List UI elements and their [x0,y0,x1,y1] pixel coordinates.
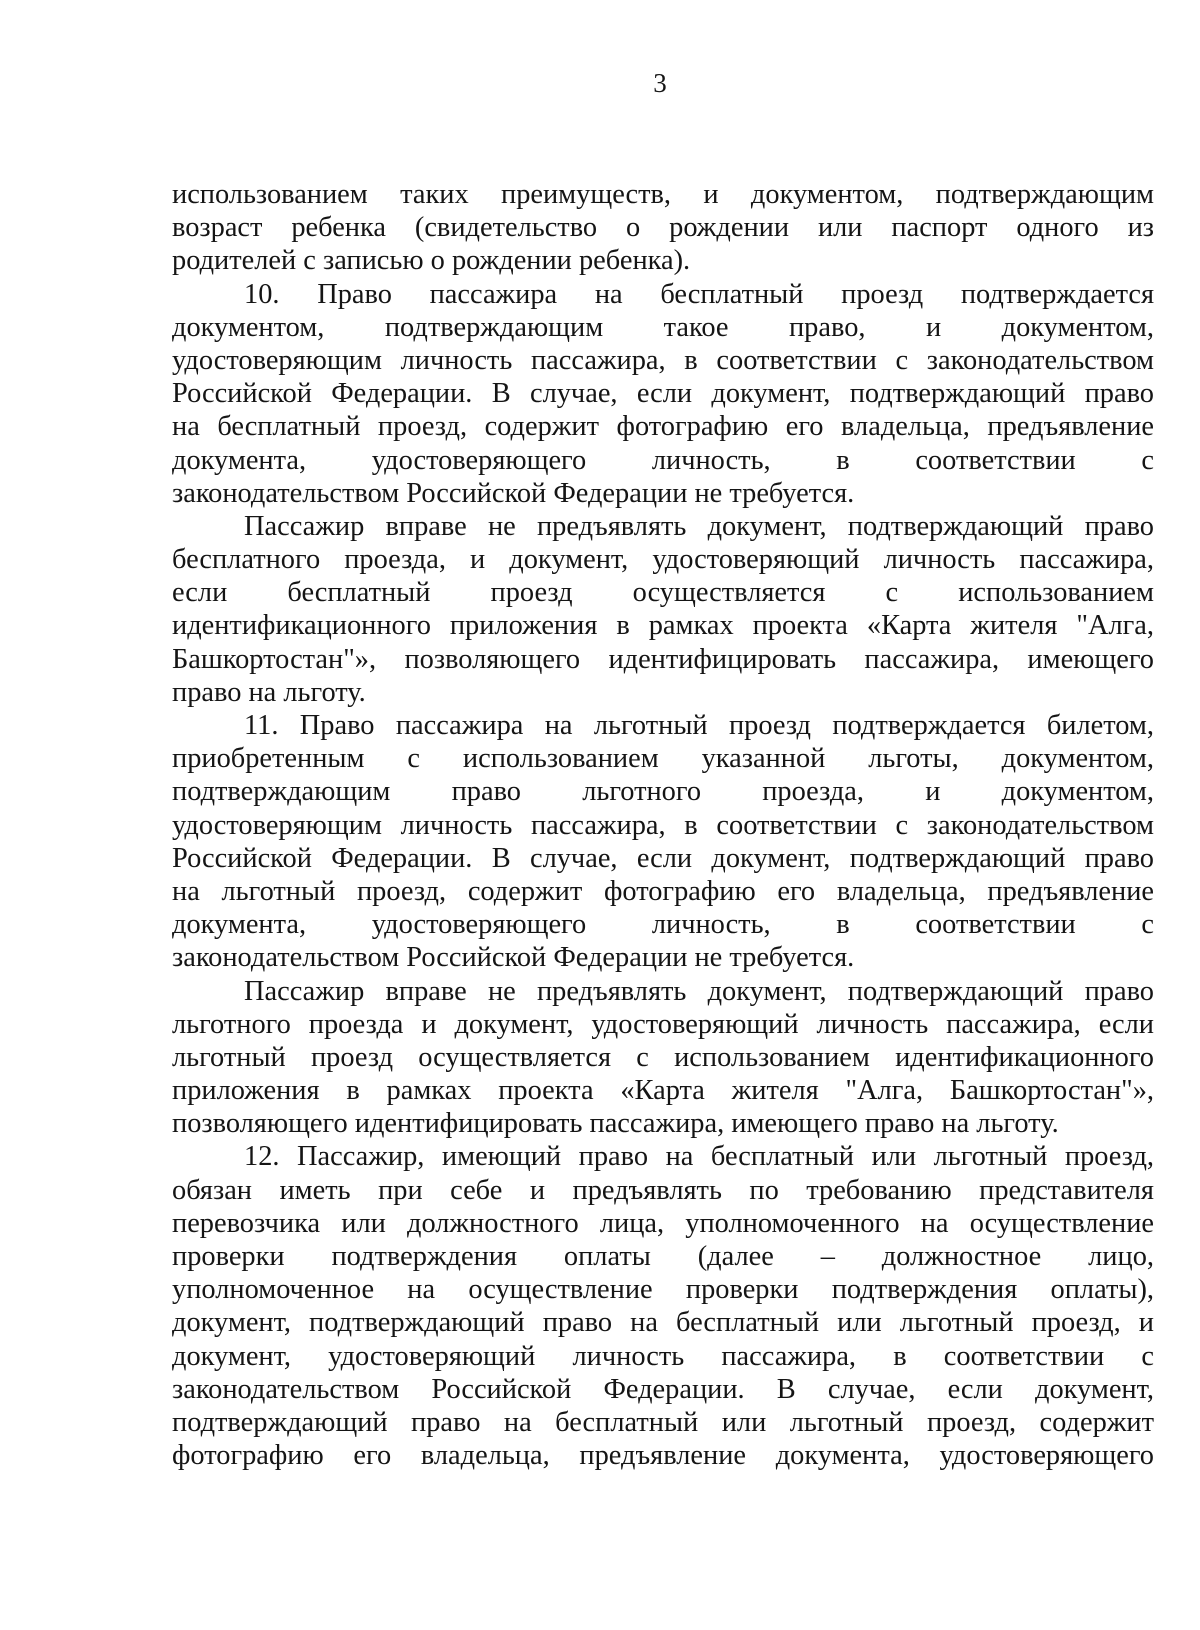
text-line: использованием таких преимуществ, и документом, подтверждающим [172,179,1154,210]
text-line: законодательством Российской Федерации не требуется. [172,942,855,974]
text-line: документа, удостоверяющего личность, в соответствии с [172,909,1154,941]
text-line: льготного проезда и документ, удостоверяющий личность пассажира, если [172,1008,1154,1040]
text-line: документ, подтверждающий право на бесплатный или льготный проезд, и [172,1307,1154,1339]
text-line: перевозчика или должностного лица, уполномоченного на осуществление [172,1207,1154,1239]
text-line: на бесплатный проезд, содержит фотографию его владельца, предъявление [172,411,1154,443]
text-line: законодательством Российской Федерации. В случае, если документ, [172,1373,1154,1405]
text-line: подтверждающим право льготного проезда, и документом, [172,776,1154,808]
text-line: 10. Право пассажира на бесплатный проезд подтверждается [244,278,1154,310]
text-line: документом, подтверждающим такое право, и документом, [172,311,1154,343]
text-line: Российской Федерации. В случае, если документ, подтверждающий право [172,378,1154,410]
text-line: на льготный проезд, содержит фотографию его владельца, предъявление [172,875,1154,907]
text-line: документ, удостоверяющий личность пассажира, в соответствии с [172,1340,1154,1372]
text-line: уполномоченное на осуществление проверки подтверждения оплаты), [172,1274,1154,1306]
text-line: удостоверяющим личность пассажира, в соответствии с законодательством [172,344,1154,376]
text-line: фотографию его владельца, предъявление документа, удостоверяющего [172,1440,1154,1472]
text-line: законодательством Российской Федерации не требуется. [172,477,855,509]
text-line: Башкортостан"», позволяющего идентифицировать пассажира, имеющего [172,643,1154,675]
body-text [172,178,1154,1472]
text-line: право на льготу. [172,676,366,708]
text-line: Пассажир вправе не предъявлять документ, подтверждающий право [244,975,1154,1007]
text-line: льготный проезд осуществляется с использованием идентификационного [172,1041,1154,1073]
page-number: 3 [653,68,667,98]
text-line: Российской Федерации. В случае, если документ, подтверждающий право [172,842,1154,874]
text-line: удостоверяющим личность пассажира, в соответствии с законодательством [172,809,1154,841]
text-line: идентификационного приложения в рамках проекта «Карта жителя "Алга, [172,610,1154,642]
text-line: документа, удостоверяющего личность, в соответствии с [172,444,1154,476]
text-line: если бесплатный проезд осуществляется с использованием [172,577,1154,609]
text-line: обязан иметь при себе и предъявлять по требованию представителя [172,1174,1154,1206]
text-line: 12. Пассажир, имеющий право на бесплатный или льготный проезд, [244,1141,1154,1173]
text-line: позволяющего идентифицировать пассажира, имеющего право на льготу. [172,1108,1059,1140]
text-line: возраст ребенка (свидетельство о рождении или паспорт одного из [172,212,1154,244]
text-line: приложения в рамках проекта «Карта жителя "Алга, Башкортостан"», [172,1075,1154,1107]
text-line: проверки подтверждения оплаты (далее – должностное лицо, [172,1241,1154,1272]
text-line: Пассажир вправе не предъявлять документ, подтверждающий право [244,510,1154,542]
text-line: бесплатного проезда, и документ, удостоверяющий личность пассажира, [172,544,1154,576]
text-line: родителей с записью о рождении ребенка). [172,245,691,277]
text-line: подтверждающий право на бесплатный или льготный проезд, содержит [172,1406,1154,1438]
text-line: приобретенным с использованием указанной льготы, документом, [172,743,1154,775]
text-line: 11. Право пассажира на льготный проезд подтверждается билетом, [244,710,1154,741]
